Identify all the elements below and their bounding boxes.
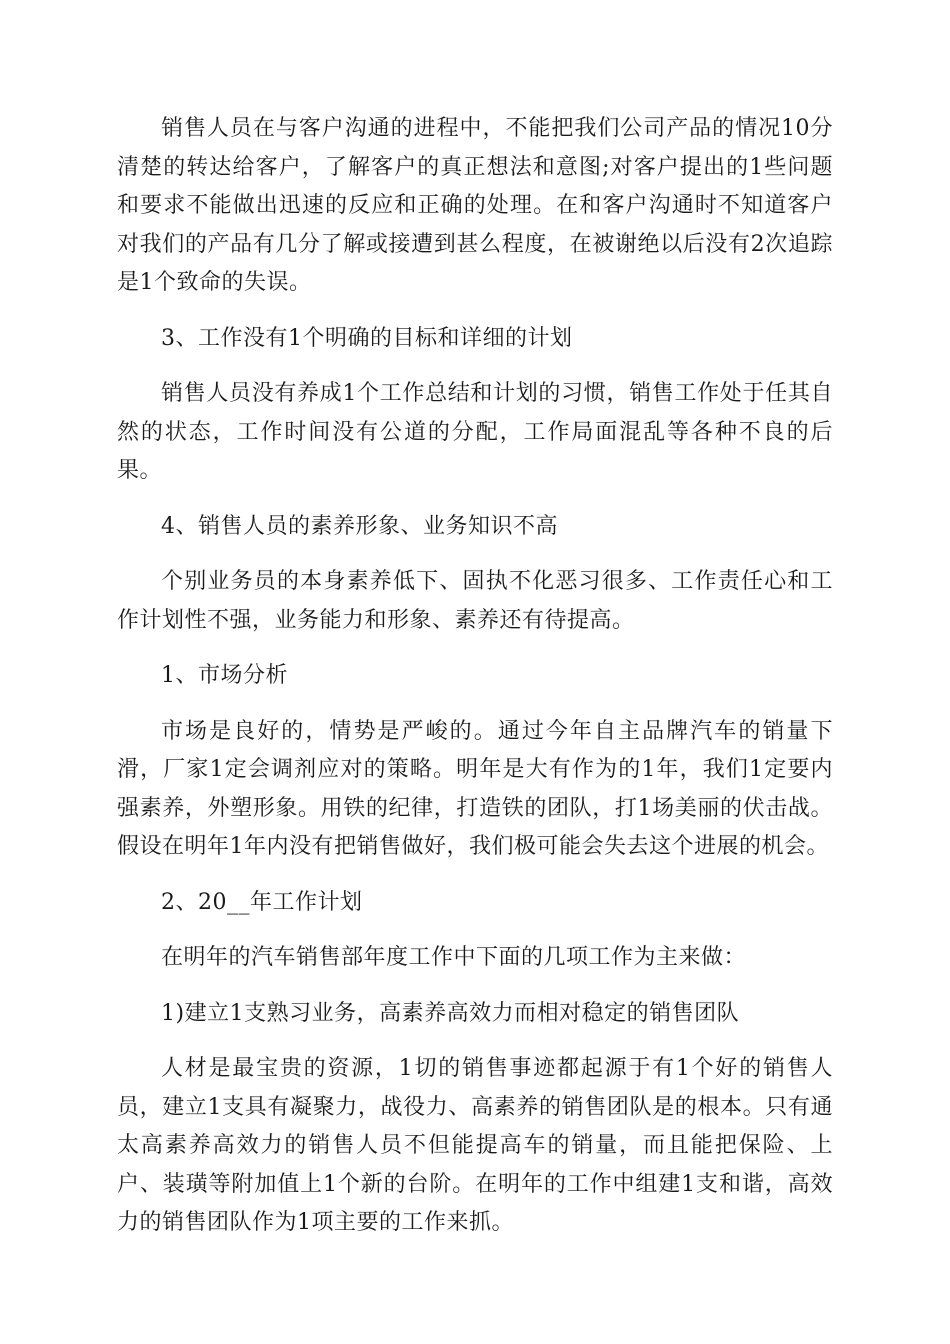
heading-build-sales-team: 1)建立1支熟习业务，高素养高效力而相对稳定的销售团队 — [161, 1000, 740, 1026]
heading-work-plan: 2、20__年工作计划 — [161, 889, 363, 915]
paragraph-build-sales-team: 人材是最宝贵的资源，1切的销售事迹都起源于有1个好的销售人员，建立1支具有凝聚力，战役力、高素养的销售团队是的根本。只有通太高素养高效力的销售人员不但能提高车的销量，而且能把保险、上户、装璜等附加值上1个新的台阶。在明年的工作中组建1支和谐，高效力的销售团队作为1项主要的工作来抓。 — [117, 1056, 833, 1235]
line-plan-intro: 在明年的汽车销售部年度工作中下面的几项工作为主来做： — [161, 945, 747, 970]
heading-market-analysis: 1、市场分析 — [161, 663, 288, 688]
heading-no-clear-goals: 3、工作没有1个明确的目标和详细的计划 — [161, 325, 573, 351]
paragraph-no-work-plan: 销售人员没有养成1个工作总结和计划的习惯，销售工作处于任其自然的状态，工作时间没有公道的分配，工作局面混乱等各种不良的后果。 — [117, 381, 833, 483]
paragraph-communication-issues: 销售人员在与客户沟通的进程中，不能把我们公司产品的情况10分清楚的转达给客户，了解客户的真正想法和意图;对客户提出的1些问题和要求不能做出迅速的反应和正确的处理。在和客户沟通时不知道客户对我们的产品有几分了解或接遭到甚么程度，在被谢绝以后没有2次追踪是1个致命的失误。 — [117, 116, 833, 295]
paragraph-staff-quality: 个别业务员的本身素养低下、固执不化恶习很多、工作责任心和工作计划性不强，业务能力和形象、素养还有待提高。 — [117, 569, 833, 633]
heading-staff-quality: 4、销售人员的素养形象、业务知识不高 — [161, 513, 558, 539]
paragraph-market-analysis: 市场是良好的，情势是严峻的。通过今年自主品牌汽车的销量下滑，厂家1定会调剂应对的策略。明年是大有作为的1年，我们1定要内强素养，外塑形象。用铁的纪律，打造铁的团队，打1场美丽的伏击战。假设在明年1年内没有把销售做好，我们极可能会失去这个进展的机会。 — [117, 718, 833, 859]
document-body — [117, 110, 833, 1260]
